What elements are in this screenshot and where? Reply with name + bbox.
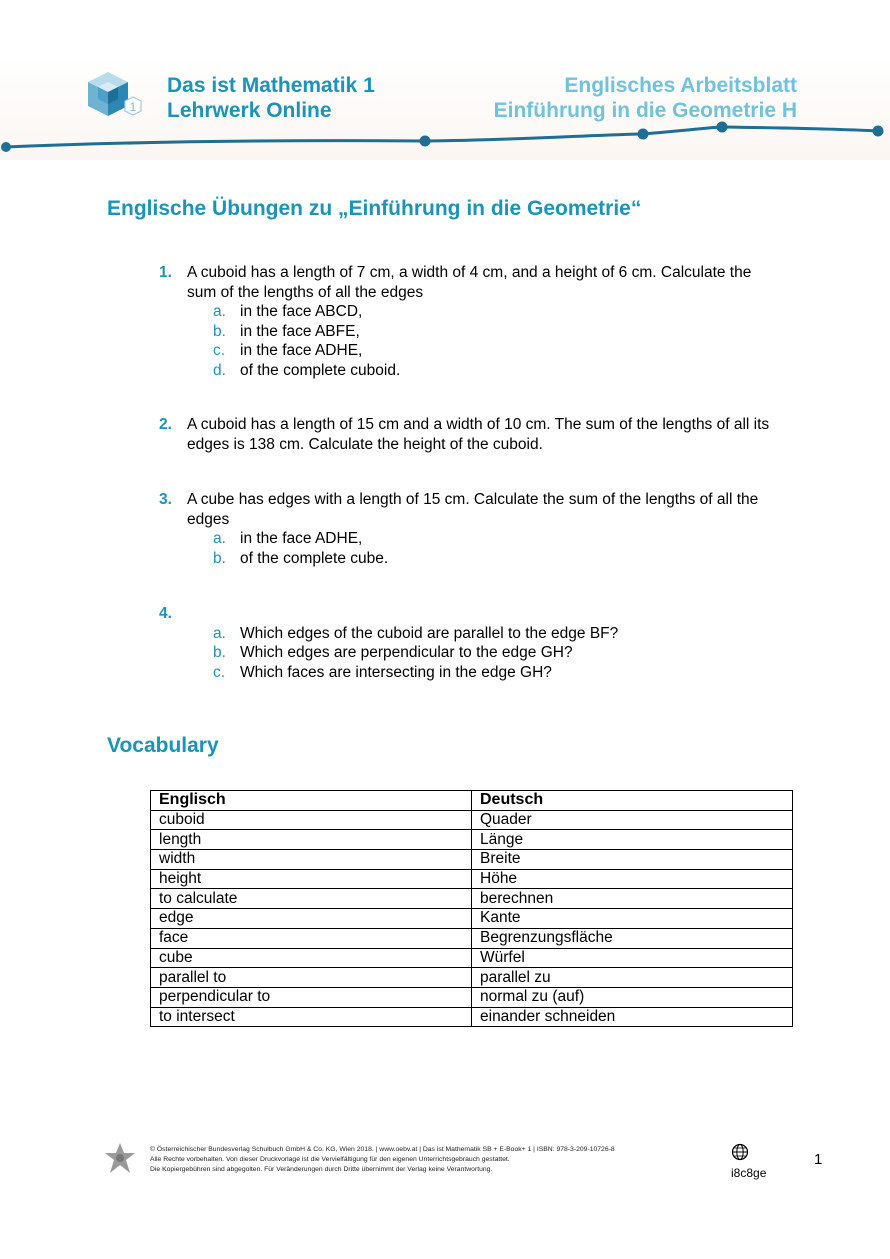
subtask-text: in the face ABCD, bbox=[240, 303, 363, 320]
english-cell: perpendicular to bbox=[151, 987, 472, 1007]
english-cell: height bbox=[151, 869, 472, 889]
task-number: 4. bbox=[159, 605, 172, 622]
table-row bbox=[151, 909, 793, 929]
task-number: 1. bbox=[159, 264, 172, 281]
english-cell: cuboid bbox=[151, 810, 472, 830]
german-cell: Länge bbox=[472, 830, 793, 850]
table-row bbox=[151, 968, 793, 988]
subtask-text: of the complete cuboid. bbox=[240, 361, 401, 379]
table-row bbox=[151, 948, 793, 968]
subtask-letter: a. bbox=[213, 303, 226, 320]
subtask bbox=[213, 302, 779, 322]
english-cell: to calculate bbox=[151, 889, 472, 909]
german-cell: Quader bbox=[472, 810, 793, 830]
german-cell: einander schneiden bbox=[472, 1007, 793, 1027]
subtask-text: in the face ABFE, bbox=[240, 322, 360, 340]
header-wave-line bbox=[0, 120, 890, 160]
globe-icon bbox=[731, 1143, 749, 1161]
table-row bbox=[151, 987, 793, 1007]
footer-line: Alle Rechte vorbehalten. Von dieser Druckvorlage ist die Vervielfältigung für den eigenen Unterrichtsgebrauch gestattet. bbox=[150, 1155, 510, 1163]
publication-title bbox=[167, 73, 375, 123]
worksheet-title-line1: Englisches Arbeitsblatt bbox=[564, 74, 797, 97]
subtask bbox=[213, 322, 779, 342]
column-header-german: Deutsch bbox=[472, 791, 793, 811]
subtask-letter: b. bbox=[213, 322, 226, 340]
german-cell: parallel zu bbox=[472, 968, 793, 988]
vocabulary-title: Vocabulary bbox=[107, 734, 219, 757]
wave-dot bbox=[873, 126, 884, 137]
task-1 bbox=[159, 263, 779, 380]
task-text bbox=[187, 604, 779, 624]
german-cell: Begrenzungsfläche bbox=[472, 928, 793, 948]
subtask bbox=[213, 663, 779, 683]
subtask-letter: c. bbox=[213, 342, 226, 359]
footer-line: © Österreichischer Bundesverlag Schulbuch GmbH & Co. KG, Wien 2018. | www.oebv.at | Das ist Mathematik SB + E-Book+ 1 | ISBN: 978-3-209-10726-8 bbox=[150, 1146, 615, 1153]
subtask bbox=[213, 643, 779, 663]
table-row bbox=[151, 830, 793, 850]
worksheet-title bbox=[494, 73, 797, 123]
subtask-text: in the face ADHE, bbox=[240, 342, 363, 359]
table-row bbox=[151, 889, 793, 909]
task-number: 2. bbox=[159, 416, 172, 433]
english-cell: cube bbox=[151, 948, 472, 968]
worksheet-title-line2: Einführung in die Geometrie H bbox=[493, 99, 797, 122]
task-text: A cuboid has a length of 15 cm and a width of 10 cm. The sum of the lengths of all its edges is 138 cm. Calculate the height of the cuboid. bbox=[187, 416, 770, 453]
table-row bbox=[151, 1007, 793, 1027]
footer-legal bbox=[150, 1145, 615, 1174]
table-row bbox=[151, 869, 793, 889]
german-cell: Kante bbox=[472, 909, 793, 929]
column-header-english: Englisch bbox=[151, 791, 472, 811]
german-cell: Höhe bbox=[472, 869, 793, 889]
table-row bbox=[151, 928, 793, 948]
page-number: 1 bbox=[814, 1151, 823, 1168]
english-cell: to intersect bbox=[151, 1007, 472, 1027]
table-row bbox=[151, 850, 793, 870]
subtask-letter: a. bbox=[213, 530, 226, 547]
task-3 bbox=[159, 490, 779, 568]
subtask-text: Which faces are intersecting in the edge GH? bbox=[240, 663, 552, 681]
footer-line: Die Kopiergebühren sind abgegolten. Für Veränderungen durch Dritte übernimmt der Verlag keine Verantwortung. bbox=[150, 1165, 493, 1173]
english-cell: parallel to bbox=[151, 968, 472, 988]
subtask-letter: c. bbox=[213, 663, 226, 681]
task-text: A cube has edges with a length of 15 cm. Calculate the sum of the lengths of all the edges bbox=[187, 491, 759, 528]
german-cell: berechnen bbox=[472, 889, 793, 909]
subtask bbox=[213, 529, 779, 549]
wave-dot bbox=[717, 122, 728, 133]
publication-title-line1: Das ist Mathematik 1 bbox=[167, 74, 375, 97]
main-title: Englische Übungen zu „Einführung in die Geometrie“ bbox=[107, 197, 642, 220]
subtask-letter: a. bbox=[213, 624, 226, 642]
wave-dot bbox=[638, 129, 649, 140]
publisher-logo-icon bbox=[104, 1141, 136, 1175]
wave-dot bbox=[1, 142, 11, 152]
subtask-text: Which edges of the cuboid are parallel to the edge BF? bbox=[240, 624, 619, 642]
english-cell: width bbox=[151, 850, 472, 870]
task-4 bbox=[159, 604, 779, 682]
german-cell: Breite bbox=[472, 850, 793, 870]
subtask bbox=[213, 361, 779, 381]
task-number: 3. bbox=[159, 491, 172, 508]
task-2 bbox=[159, 415, 779, 454]
english-cell: length bbox=[151, 830, 472, 850]
german-cell: Würfel bbox=[472, 948, 793, 968]
subtask bbox=[213, 341, 779, 361]
subtask-letter: b. bbox=[213, 644, 226, 661]
subtask bbox=[213, 624, 779, 644]
subtask-letter: d. bbox=[213, 361, 226, 379]
subtask-text: in the face ADHE, bbox=[240, 530, 363, 547]
english-cell: edge bbox=[151, 909, 472, 929]
english-cell: face bbox=[151, 928, 472, 948]
vocabulary-table bbox=[150, 790, 793, 1027]
subtask-text: Which edges are perpendicular to the edge GH? bbox=[240, 644, 573, 661]
online-code: i8c8ge bbox=[731, 1166, 767, 1180]
german-cell: normal zu (auf) bbox=[472, 987, 793, 1007]
subtask bbox=[213, 549, 779, 569]
logo-number: 1 bbox=[129, 100, 137, 114]
table-header-row bbox=[151, 791, 793, 811]
table-row bbox=[151, 810, 793, 830]
task-text: A cuboid has a length of 7 cm, a width of 4 cm, and a height of 6 cm. Calculate the sum of the lengths of all the edges bbox=[187, 264, 752, 301]
subtask-text: of the complete cube. bbox=[240, 549, 389, 567]
publication-title-line2: Lehrwerk Online bbox=[167, 99, 332, 122]
wave-dot bbox=[420, 136, 431, 147]
subtask-letter: b. bbox=[213, 549, 226, 567]
